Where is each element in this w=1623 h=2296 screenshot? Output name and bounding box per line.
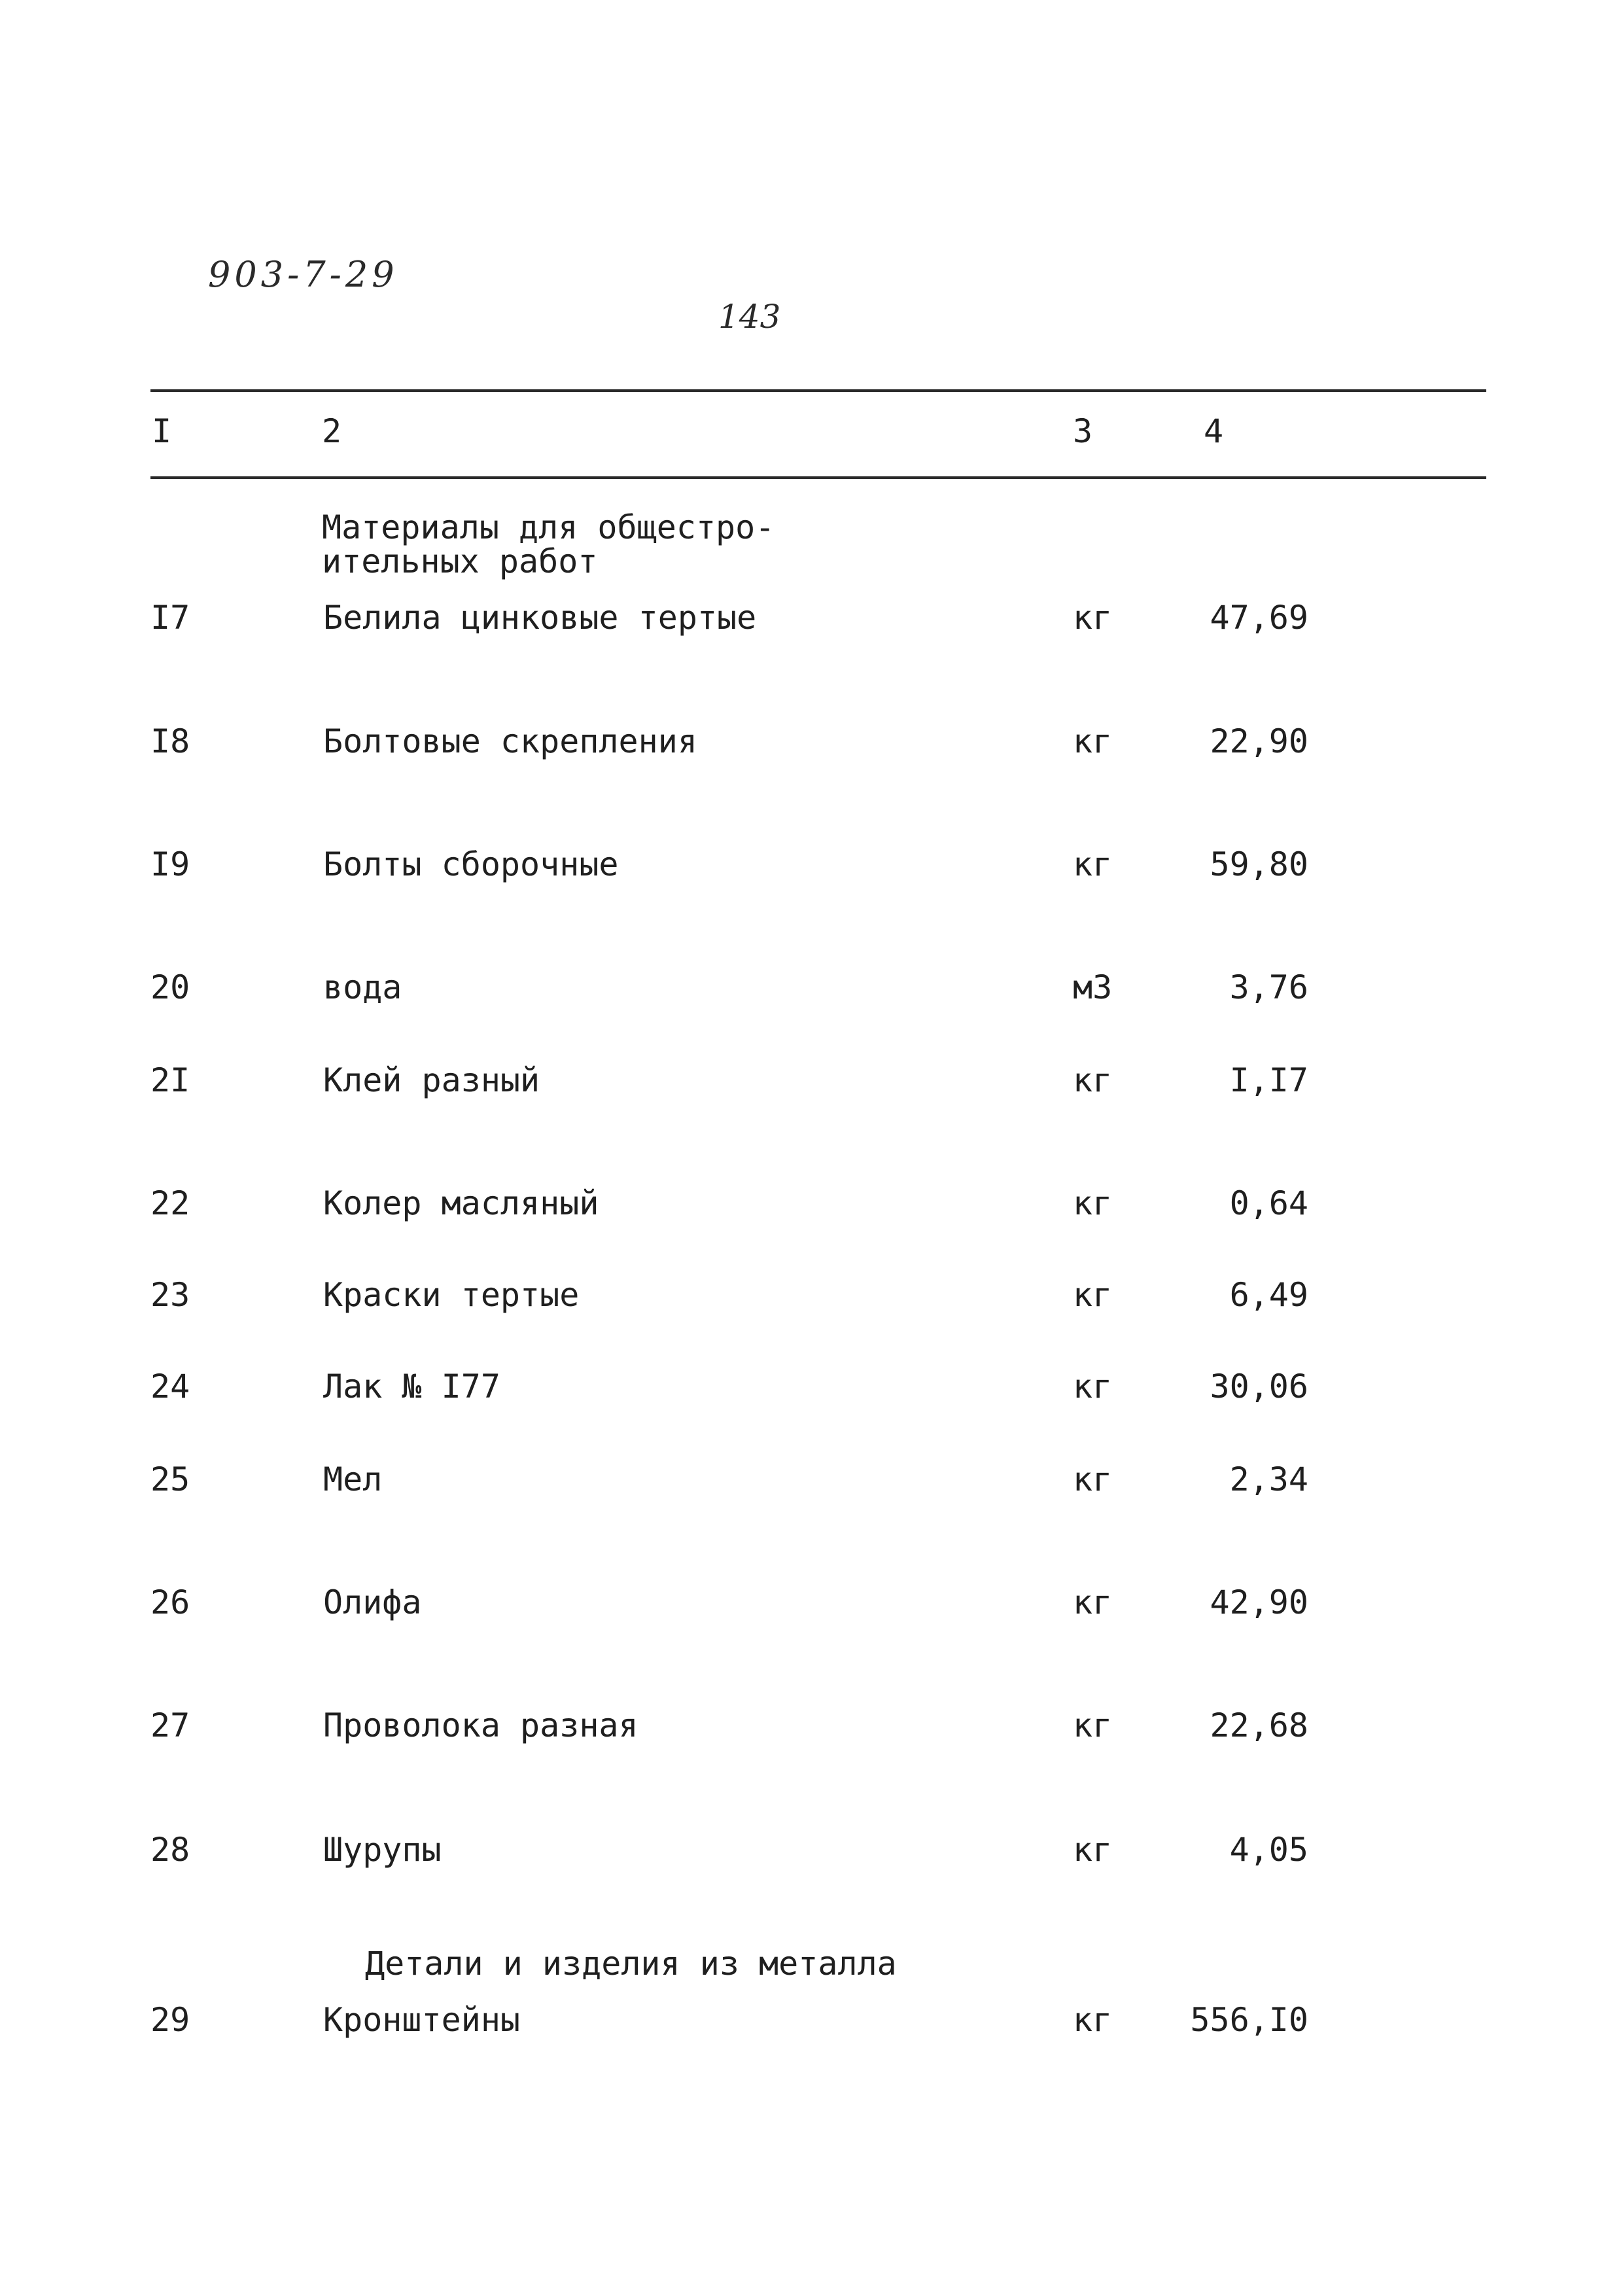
section-title-line: Материалы для общестро-: [322, 508, 775, 546]
quantity-value: 0,64: [1229, 1184, 1308, 1222]
material-name: Шурупы: [323, 1831, 442, 1869]
table-header-rule: [150, 476, 1486, 479]
material-name: вода: [323, 968, 402, 1006]
row-number: I7: [150, 599, 190, 637]
quantity-value: 3,76: [1229, 968, 1308, 1006]
page-number: 143: [718, 298, 781, 336]
material-name: Олифа: [323, 1583, 422, 1621]
row-number: 22: [150, 1184, 190, 1222]
column-header-3: 3: [1073, 412, 1093, 450]
section-title-line: Детали и изделия из металла: [365, 1945, 897, 1983]
row-number: 27: [150, 1706, 190, 1744]
unit-of-measure: кг: [1073, 1460, 1113, 1498]
column-header-2: 2: [322, 412, 342, 450]
material-name: Болтовые скрепления: [323, 722, 697, 760]
table-top-rule: [150, 389, 1486, 392]
quantity-value: 22,68: [1210, 1706, 1308, 1744]
material-name: Колер масляный: [323, 1184, 599, 1222]
row-number: 26: [150, 1583, 190, 1621]
quantity-value: 42,90: [1210, 1583, 1308, 1621]
quantity-value: I,I7: [1229, 1061, 1308, 1099]
material-name: Проволока разная: [323, 1706, 638, 1744]
row-number: 24: [150, 1368, 190, 1405]
row-number: I8: [150, 722, 190, 760]
material-name: Белила цинковые тертые: [323, 599, 757, 637]
section-title-line: ительных работ: [322, 542, 598, 580]
row-number: 2I: [150, 1061, 190, 1099]
unit-of-measure: кг: [1073, 1276, 1113, 1314]
quantity-value: 22,90: [1210, 722, 1308, 760]
unit-of-measure: м3: [1073, 968, 1113, 1006]
quantity-value: 556,I0: [1190, 2001, 1308, 2039]
row-number: I9: [150, 845, 190, 883]
document-code: 903-7-29: [208, 254, 398, 295]
material-name: Лак № I77: [323, 1368, 500, 1405]
row-number: 25: [150, 1460, 190, 1498]
quantity-value: 6,49: [1229, 1276, 1308, 1314]
unit-of-measure: кг: [1073, 1368, 1113, 1405]
unit-of-measure: кг: [1073, 1583, 1113, 1621]
quantity-value: 30,06: [1210, 1368, 1308, 1405]
row-number: 28: [150, 1831, 190, 1869]
material-name: Болты сборочные: [323, 845, 619, 883]
section-title-metal-parts: [365, 1947, 897, 1981]
unit-of-measure: кг: [1073, 722, 1113, 760]
unit-of-measure: кг: [1073, 845, 1113, 883]
quantity-value: 59,80: [1210, 845, 1308, 883]
quantity-value: 2,34: [1229, 1460, 1308, 1498]
row-number: 23: [150, 1276, 190, 1314]
row-number: 20: [150, 968, 190, 1006]
material-name: Клей разный: [323, 1061, 540, 1099]
column-header-1: I: [152, 412, 172, 450]
material-name: Мел: [323, 1460, 383, 1498]
section-title-general-materials: [322, 510, 775, 578]
quantity-value: 47,69: [1210, 599, 1308, 637]
unit-of-measure: кг: [1073, 1061, 1113, 1099]
column-header-4: 4: [1204, 412, 1224, 450]
quantity-value: 4,05: [1229, 1831, 1308, 1869]
row-number: 29: [150, 2001, 190, 2039]
unit-of-measure: кг: [1073, 1831, 1113, 1869]
material-name: Кронштейны: [323, 2001, 521, 2039]
unit-of-measure: кг: [1073, 1706, 1113, 1744]
unit-of-measure: кг: [1073, 2001, 1113, 2039]
unit-of-measure: кг: [1073, 599, 1113, 637]
material-name: Краски тертые: [323, 1276, 580, 1314]
unit-of-measure: кг: [1073, 1184, 1113, 1222]
